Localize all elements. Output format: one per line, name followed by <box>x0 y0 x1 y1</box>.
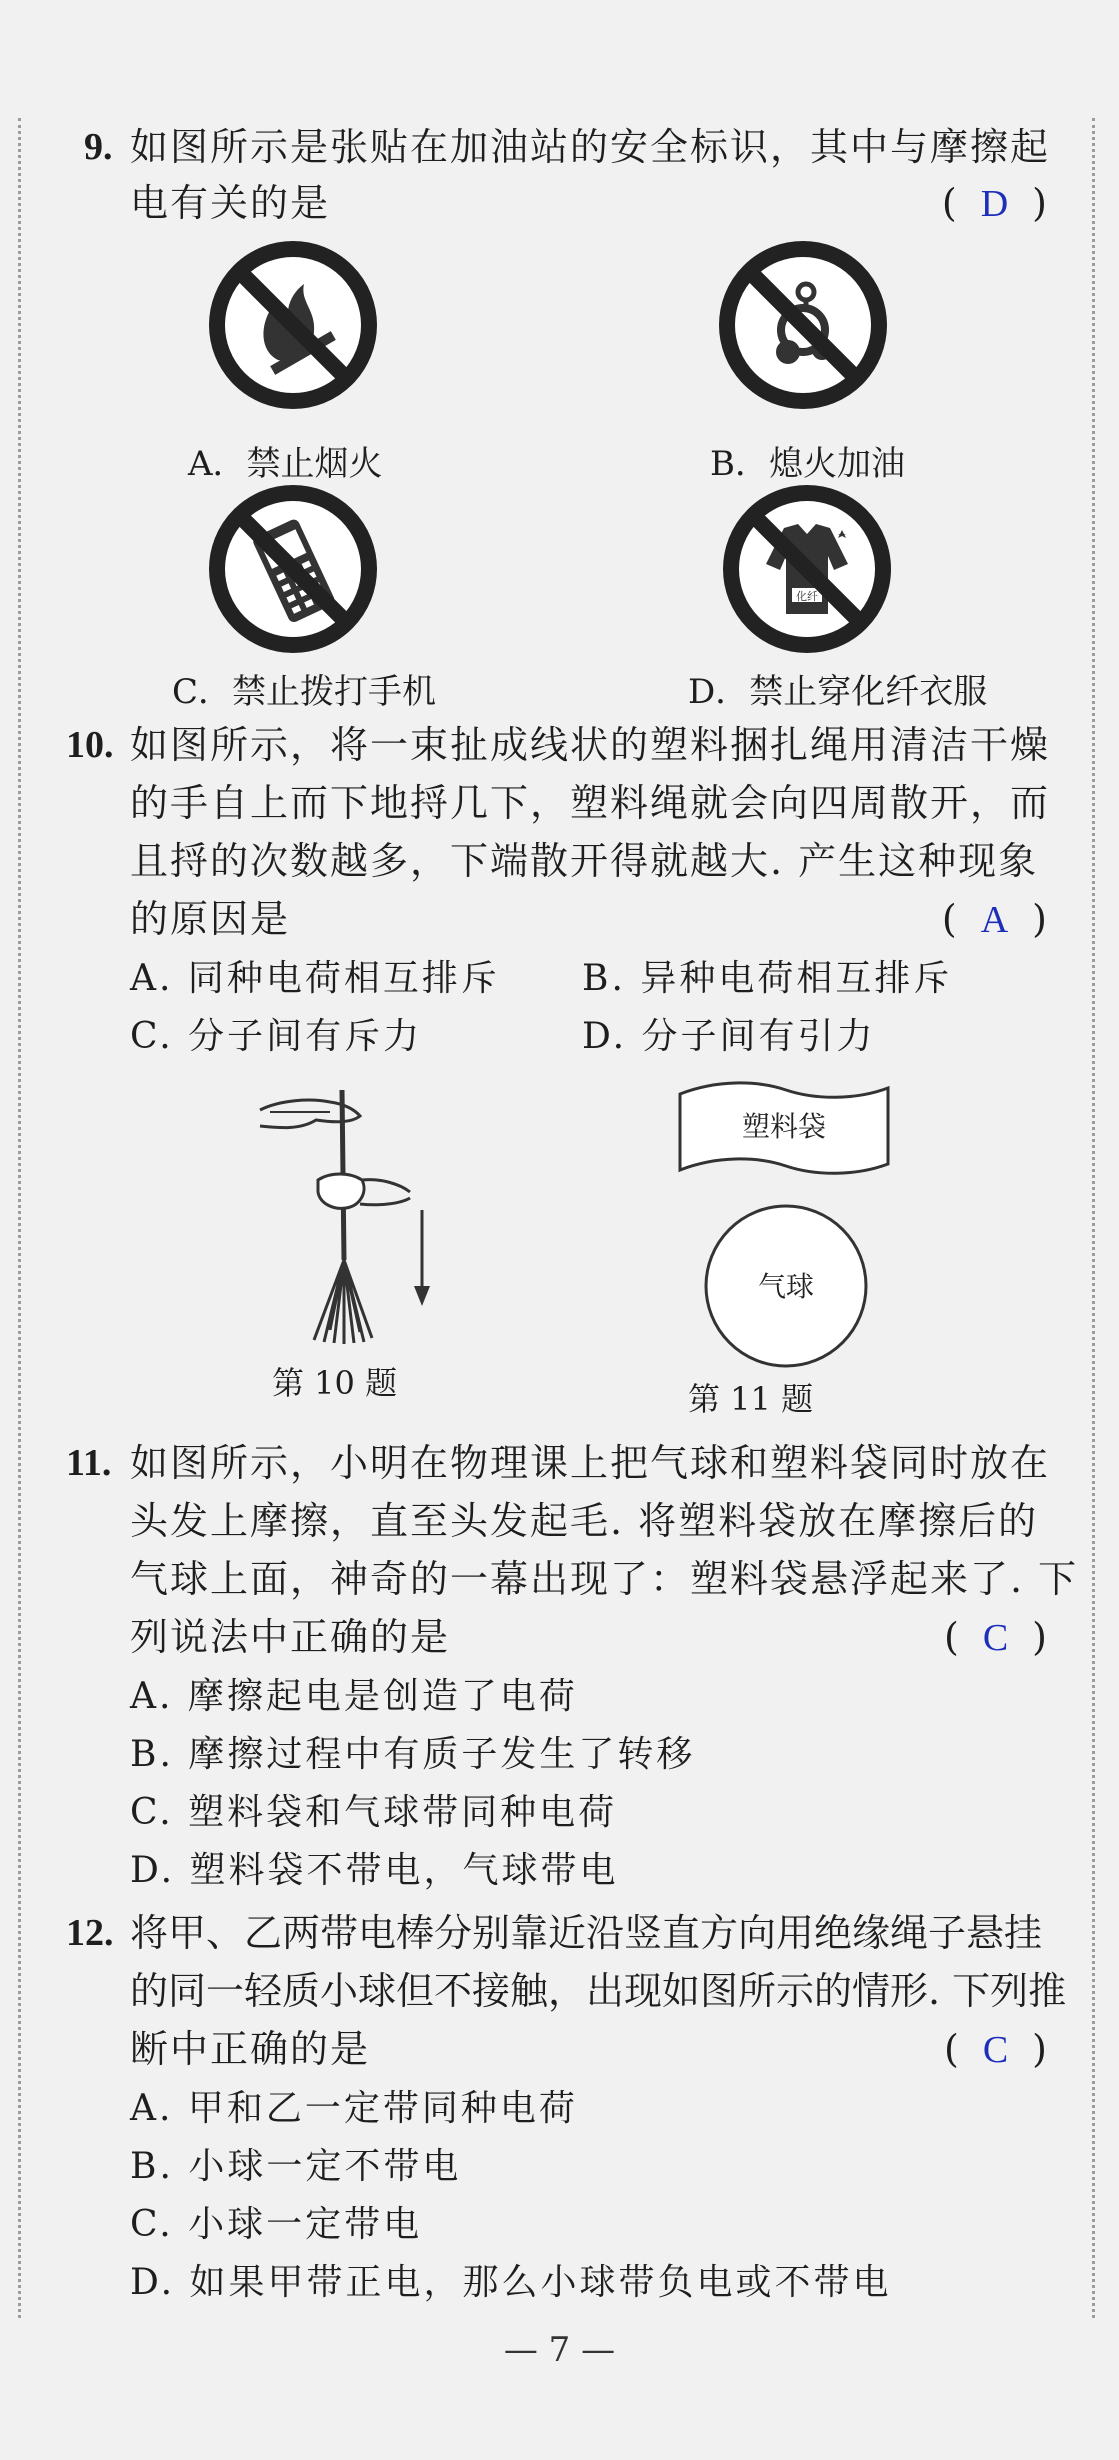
question-text-line: 的原因是 <box>130 897 291 941</box>
balloon-label: 气球 <box>757 1270 815 1303</box>
option-c: C. 小球一定带电 <box>130 2204 423 2245</box>
sign-caption: A．禁止烟火 <box>188 444 383 484</box>
bag-balloon-figure <box>676 1074 896 1374</box>
figure-caption: 第 11 题 <box>688 1380 814 1418</box>
answer-letter: C <box>982 1617 1009 1659</box>
question-text-line: 的同一轻质小球但不接触，出现如图所示的情形. 下列推 <box>130 1969 1067 2013</box>
answer-bracket: ( A ) <box>941 897 1047 941</box>
answer-letter: A <box>980 899 1009 941</box>
option-c: C. 分子间有斥力 <box>130 1016 423 1057</box>
option-c: C. 塑料袋和气球带同种电荷 <box>130 1792 618 1833</box>
answer-bracket: ( C ) <box>943 1615 1047 1659</box>
question-text-line: 如图所示是张贴在加油站的安全标识，其中与摩擦起 <box>130 125 1051 169</box>
question-text-line: 如图所示，小明在物理课上把气球和塑料袋同时放在 <box>130 1441 1051 1485</box>
no-fire-icon <box>208 240 378 410</box>
no-phone-icon <box>208 484 378 654</box>
option-a: A. 摩擦起电是创造了电荷 <box>130 1676 578 1717</box>
sign-caption: B．熄火加油 <box>710 444 905 484</box>
question-number: 9. <box>84 126 113 168</box>
sign-caption: C．禁止拨打手机 <box>172 672 437 712</box>
question-text-line: 电有关的是 <box>130 181 331 225</box>
answer-bracket: ( C ) <box>943 2027 1047 2071</box>
option-d: D. 分子间有引力 <box>582 1016 876 1057</box>
page-number: — 7 — <box>503 2330 616 2370</box>
sign-caption: D．禁止穿化纤衣服 <box>688 672 988 712</box>
garment-label: 化纤 <box>796 590 818 603</box>
option-a: A. 同种电荷相互排斥 <box>130 958 500 999</box>
figure-caption: 第 10 题 <box>272 1364 398 1402</box>
question-text-line: 将甲、乙两带电棒分别靠近沿竖直方向用绝缘绳子悬挂 <box>130 1911 1043 1955</box>
option-d: D. 塑料袋不带电，气球带电 <box>130 1850 619 1891</box>
no-synthetic-clothes-icon <box>722 484 892 654</box>
option-a: A. 甲和乙一定带同种电荷 <box>130 2088 578 2129</box>
question-text-line: 列说法中正确的是 <box>130 1615 451 1659</box>
answer-bracket: ( D ) <box>941 181 1047 225</box>
bag-label: 塑料袋 <box>741 1110 827 1143</box>
question-text-line: 头发上摩擦，直至头发起毛. 将塑料袋放在摩擦后的 <box>130 1499 1039 1543</box>
rope-stroking-figure <box>250 1080 450 1350</box>
option-b: B. 摩擦过程中有质子发生了转移 <box>130 1734 696 1775</box>
answer-letter: D <box>980 183 1009 225</box>
right-margin-dots <box>1092 118 1095 2318</box>
turn-off-engine-icon <box>718 240 888 410</box>
question-text-line: 如图所示，将一束扯成线状的塑料捆扎绳用清洁干燥 <box>130 723 1051 767</box>
option-d: D. 如果甲带正电，那么小球带负电或不带电 <box>130 2262 892 2303</box>
question-text-line: 且捋的次数越多，下端散开得就越大. 产生这种现象 <box>130 839 1039 883</box>
question-number: 11. <box>66 1442 112 1484</box>
question-text-line: 气球上面，神奇的一幕出现了：塑料袋悬浮起来了. 下 <box>130 1557 1079 1601</box>
question-number: 12. <box>66 1912 114 1954</box>
question-text-line: 的手自上而下地捋几下，塑料绳就会向四周散开，而 <box>130 781 1051 825</box>
left-margin-dots <box>18 118 21 2318</box>
option-b: B. 异种电荷相互排斥 <box>582 958 953 999</box>
option-b: B. 小球一定不带电 <box>130 2146 462 2187</box>
question-text-line: 断中正确的是 <box>130 2027 371 2071</box>
answer-letter: C <box>982 2029 1009 2071</box>
question-number: 10. <box>66 724 114 766</box>
